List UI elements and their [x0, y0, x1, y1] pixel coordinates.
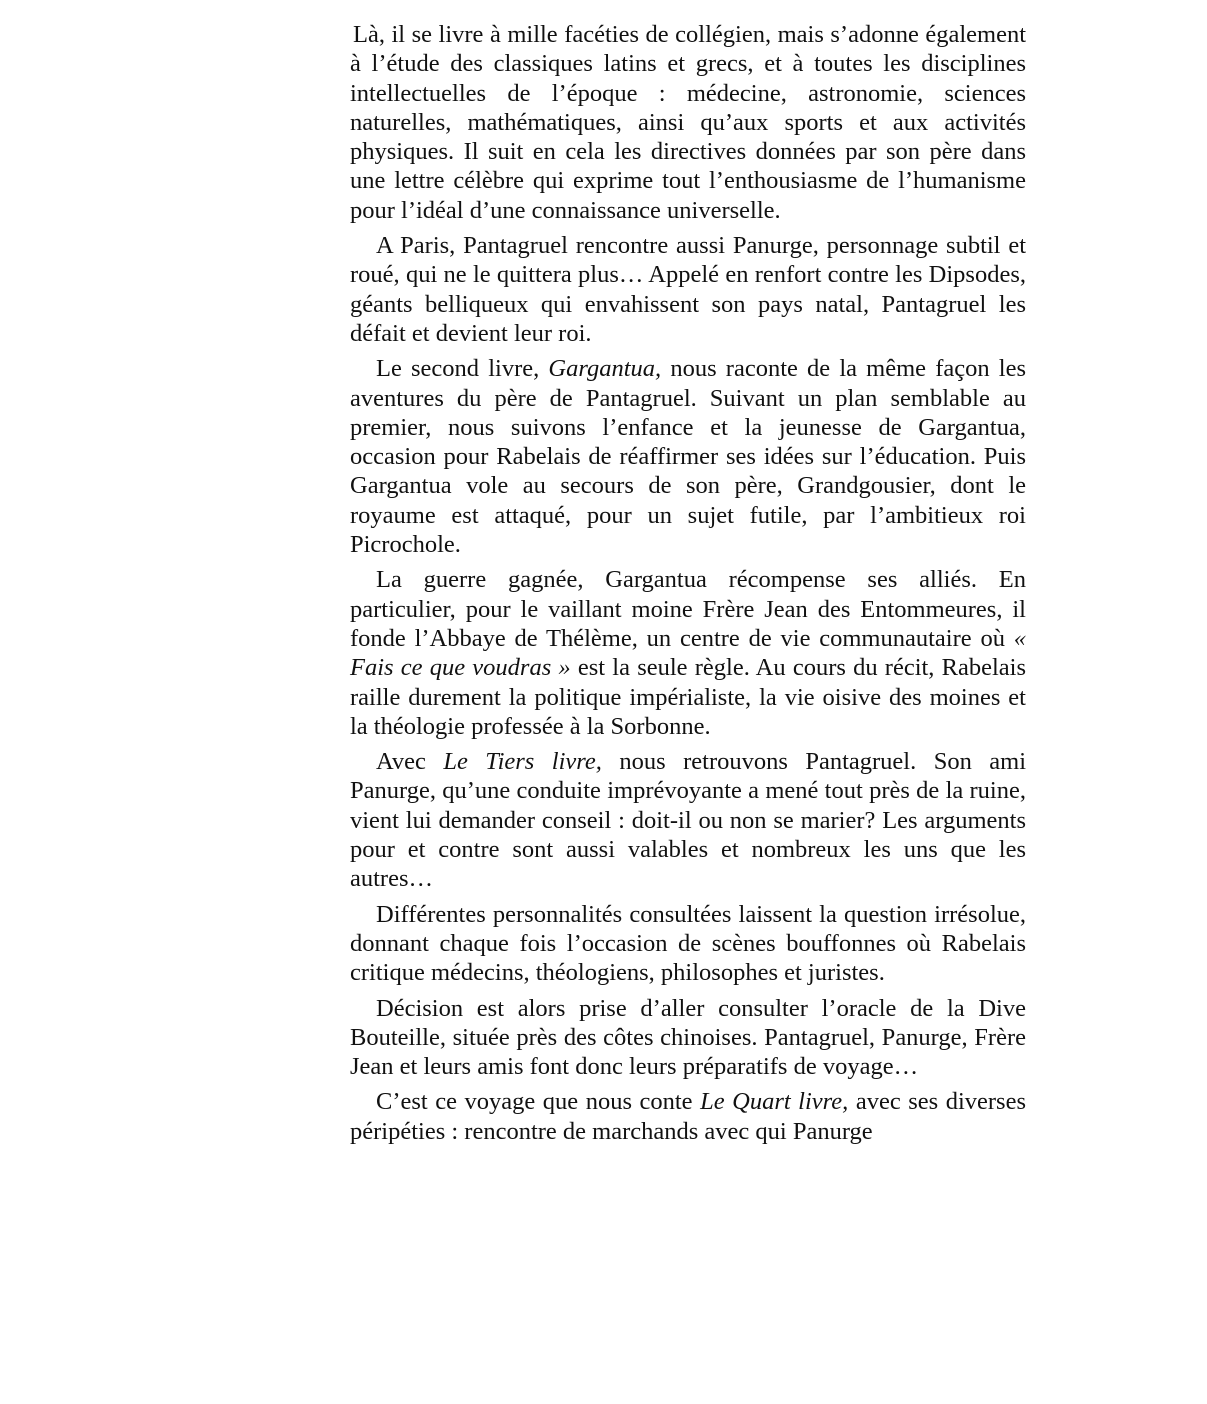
paragraph-1-text: Là, il se livre à mille facéties de collégien, mais s’adonne également à l’étude des classiques latins et grecs, et à toutes les disciplines intellectuelles de l’époque : médecine, astronomie, sciences naturelles, mathématiques, ainsi qu’aux sports et aux activités physiques. Il suit en cela les directives données par son père dans une lettre célèbre qui exprime tout l’enthousiasme de l’humanisme pour l’idéal d’une connaissance universelle. [350, 21, 1026, 224]
paragraph-3-text-b: nous raconte de la même façon les aventures du père de Pantagruel. Suivant un plan semblable au premier, nous suivons l’enfance et la jeunesse de Gargantua, occasion pour Rabelais de réaffirmer ses idées sur l’éducation. Puis Gargantua vole au secours de son père, Grandgousier, dont le royaume est attaqué, pour un sujet futile, par l’ambitieux roi Picrochole. [350, 355, 1026, 559]
paragraph-2 [350, 231, 1026, 348]
paragraph-7-text: Décision est alors prise d’aller consulter l’oracle de la Dive Bouteille, située près des côtes chinoises. Pantagruel, Panurge, Frère Jean et leurs amis font donc leurs préparatifs de voyage… [350, 994, 1026, 1081]
paragraph-7 [350, 994, 1026, 1082]
paragraph-5 [350, 747, 1026, 893]
motto-theleme: « Fais ce que voudras » [350, 624, 1026, 682]
paragraph-1 [350, 20, 1026, 225]
paragraph-2-text: A Paris, Pantagruel rencontre aussi Panurge, personnage subtil et roué, qui ne le quittera plus… Appelé en renfort contre les Dipsodes, géants belliqueux qui envahissent son pays natal, Pantagruel les défait et devient leur roi. [350, 232, 1026, 347]
book-title-gargantua: Gargantua, [548, 355, 662, 383]
paragraph-3-text-a: Le second livre, [376, 355, 549, 383]
paragraph-8 [350, 1087, 1026, 1146]
paragraph-4-text-b: est la seule règle. Au cours du récit, Rabelais raille durement la politique impérialiste, la vie oisive des moines et la théologie professée à la Sorbonne. [350, 654, 1026, 740]
paragraph-6 [350, 900, 1026, 988]
paragraph-8-text-a: C’est ce voyage que nous conte [376, 1088, 701, 1116]
paragraph-5-text-a: Avec [376, 748, 444, 776]
paragraph-8-text-b: avec ses diverses péripéties : rencontre de marchands avec qui Panurge [350, 1088, 1026, 1145]
paragraph-6-text: Différentes personnalités consultées laissent la question irrésolue, donnant chaque fois l’occasion de scènes bouffonnes où Rabelais critique médecins, théologiens, philosophes et juristes. [350, 900, 1026, 987]
paragraph-4-text-a: La guerre gagnée, Gargantua récompense ses alliés. En particulier, pour le vaillant moine Frère Jean des Entommeures, il fonde l’Abbaye de Thélème, un centre de vie communautaire où [350, 566, 1026, 652]
book-title-quart-livre: Le Quart livre, [700, 1088, 849, 1116]
paragraph-5-text-b: nous retrouvons Pantagruel. Son ami Panurge, qu’une conduite imprévoyante a mené tout près de la ruine, vient lui demander conseil : doit-il ou non se marier? Les arguments pour et contre sont aussi valables et nombreux les uns que les autres… [350, 748, 1027, 893]
book-title-tiers-livre: Le Tiers livre, [443, 748, 602, 776]
book-page-text [350, 20, 1026, 1152]
paragraph-3 [350, 354, 1026, 559]
paragraph-4 [350, 565, 1026, 741]
